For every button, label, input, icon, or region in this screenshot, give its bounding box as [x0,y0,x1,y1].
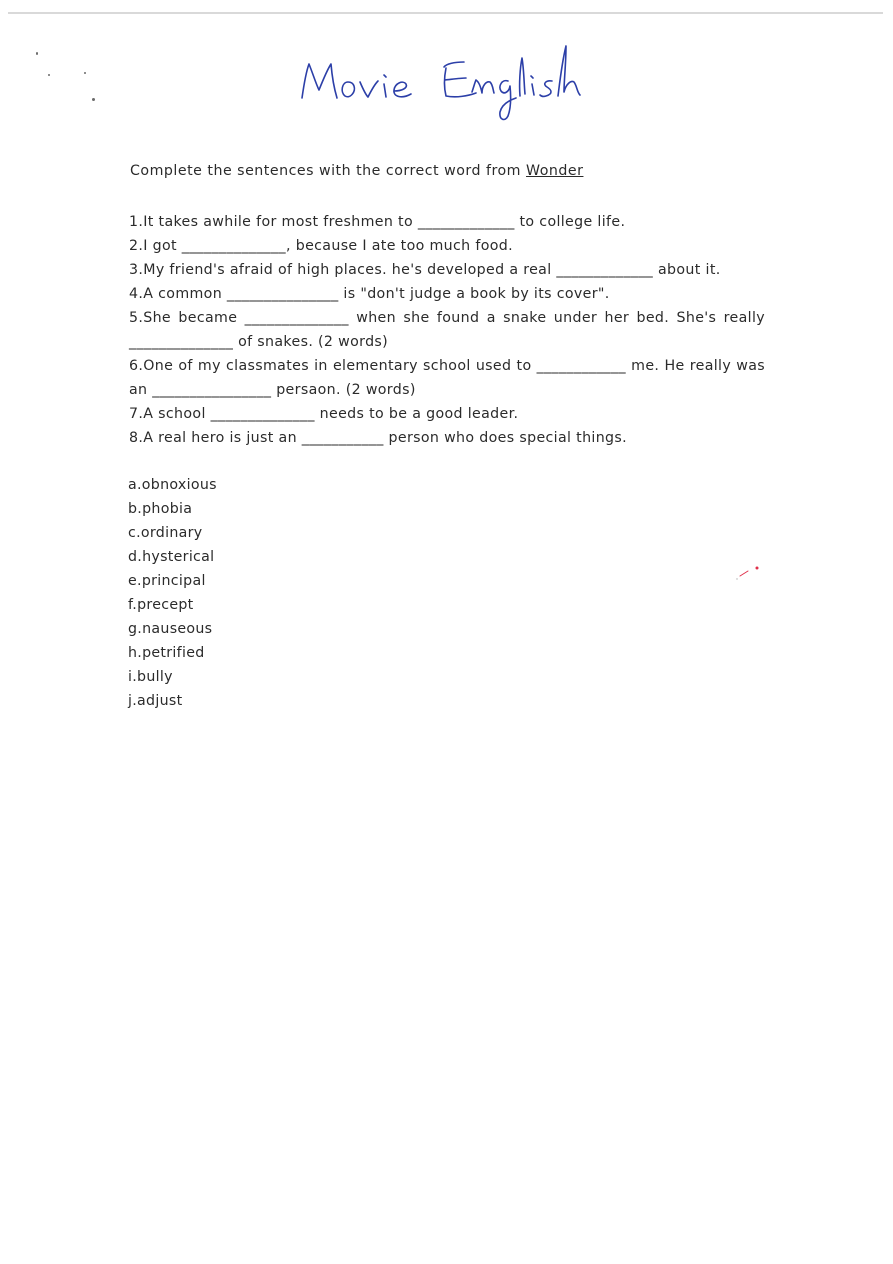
scan-speck [48,74,50,76]
scan-edge-line [8,12,883,14]
source-title: Wonder [526,163,584,179]
scan-speck [84,72,86,74]
word-option: g.nauseous [128,621,213,637]
word-option: c.ordinary [128,525,203,541]
word-option: f.precept [128,597,194,613]
question-item: 4.A common _______________ is "don't judge a book by its cover". [129,286,610,302]
word-option: j.adjust [128,693,183,709]
question-item: 8.A real hero is just an ___________ person who does special things. [129,430,628,446]
handwritten-title [296,40,586,122]
word-option: b.phobia [128,501,193,517]
red-pen-mark [736,563,764,581]
word-option: e.principal [128,573,206,589]
instruction-text [130,163,583,179]
word-option: a.obnoxious [128,477,217,493]
question-item: 6.One of my classmates in elementary school used to ____________ me. He really was an ________________ persaon. (2 words) [129,358,765,398]
instruction-prefix: Complete the sentences with the correct word from [130,163,527,179]
word-option: h.petrified [128,645,205,661]
question-item: 1.It takes awhile for most freshmen to _____________ to college life. [129,214,626,230]
scan-speck [36,52,38,55]
question-item: 3.My friend's afraid of high places. he's developed a real _____________ about it. [129,262,721,278]
word-option: d.hysterical [128,549,215,565]
question-item: 2.I got ______________, because I ate too much food. [129,238,513,254]
question-item: 5.She became ______________ when she found a snake under her bed. She's really ______________ of snakes. (2 words) [129,310,765,350]
question-item: 7.A school ______________ needs to be a good leader. [129,406,519,422]
word-bank [128,473,217,713]
scan-speck [92,98,95,101]
question-list [129,210,765,450]
word-option: i.bully [128,669,173,685]
